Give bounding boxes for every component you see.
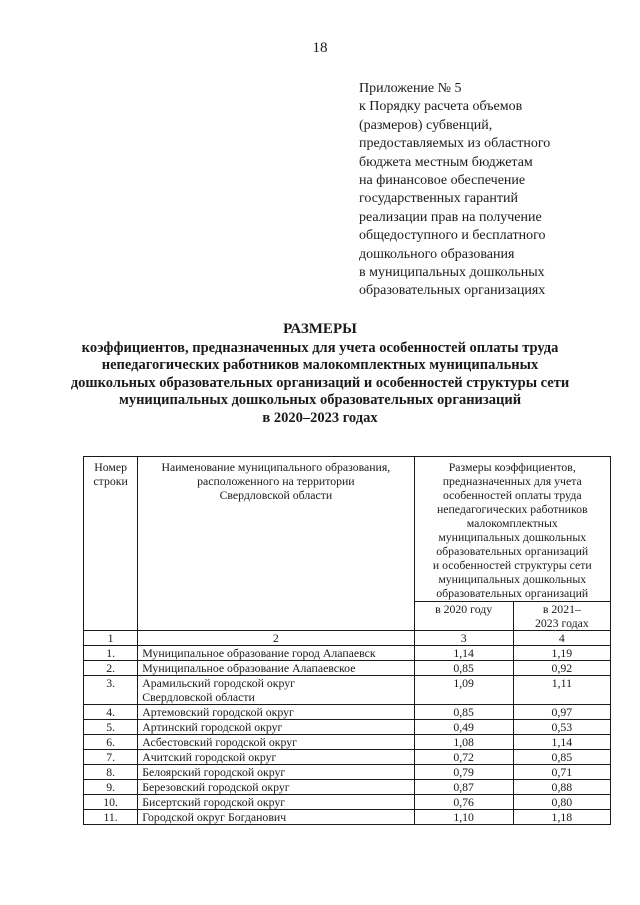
header-line: муниципальных дошкольных — [438, 530, 587, 544]
row-number-cell: 3. — [84, 676, 138, 705]
table-row — [84, 765, 611, 780]
appendix-line: в муниципальных дошкольных — [359, 265, 545, 281]
header-line: строки — [93, 474, 128, 488]
municipality-name-line: Бисертский городской округ — [142, 795, 286, 809]
municipality-name-line: Ачитский городской округ — [142, 750, 277, 764]
table-row — [84, 735, 611, 750]
table-row — [84, 810, 611, 825]
title-line: непедагогических работников малокомплектных муниципальных — [101, 357, 539, 373]
appendix-line: государственных гарантий — [359, 191, 518, 207]
row-number-cell: 7. — [84, 750, 138, 765]
municipality-name-line: Белоярский городской округ — [142, 765, 286, 779]
table-row — [84, 705, 611, 720]
title-heading: РАЗМЕРЫ — [283, 321, 357, 337]
coefficient-2021-2023-cell: 1,19 — [513, 646, 610, 661]
municipality-name-line: Муниципальное образование Алапаевское — [142, 661, 356, 675]
column-numbers-row — [84, 631, 611, 646]
municipality-name-line: Асбестовский городской округ — [142, 735, 297, 749]
municipality-name-line: Березовский городской округ — [142, 780, 290, 794]
header-line: образовательных организаций — [436, 544, 589, 558]
header-line: Наименование муниципального образования, — [161, 460, 391, 474]
header-line: особенностей оплаты труда — [442, 488, 582, 502]
municipality-name-cell — [138, 705, 414, 720]
municipality-name-cell — [138, 735, 414, 750]
coefficient-2020-cell: 1,08 — [414, 735, 513, 750]
row-number-cell: 10. — [84, 795, 138, 810]
appendix-line: образовательных организациях — [359, 283, 546, 299]
appendix-line: (размеров) субвенций, — [359, 117, 493, 133]
table-row — [84, 780, 611, 795]
municipality-name-cell — [138, 795, 414, 810]
page-number: 18 — [312, 40, 328, 56]
coefficient-2020-cell: 0,85 — [414, 661, 513, 676]
table-row — [84, 720, 611, 735]
header-line: и особенностей структуры сети — [432, 558, 592, 572]
appendix-line: дошкольного образования — [359, 246, 515, 262]
municipality-name-cell — [138, 750, 414, 765]
row-number-cell: 2. — [84, 661, 138, 676]
coefficient-2020-cell: 0,49 — [414, 720, 513, 735]
coefficient-2020-cell: 1,10 — [414, 810, 513, 825]
coefficient-2020-cell: 0,72 — [414, 750, 513, 765]
header-line: в 2021– — [542, 602, 581, 616]
column-number: 2 — [138, 631, 414, 646]
municipality-name-line: Арамильский городской округ — [142, 676, 296, 690]
header-line: в 2020 году — [435, 602, 493, 616]
coefficient-2021-2023-cell: 1,14 — [513, 735, 610, 750]
row-number-cell: 1. — [84, 646, 138, 661]
appendix-line: на финансовое обеспечение — [359, 173, 526, 189]
header-line: малокомплектных — [466, 516, 558, 530]
municipality-name-line: Артемовский городской округ — [142, 705, 294, 719]
municipality-name-cell — [138, 810, 414, 825]
coefficient-2021-2023-cell: 0,80 — [513, 795, 610, 810]
header-line: Размеры коэффициентов, — [448, 460, 576, 474]
header-line: муниципальных дошкольных — [438, 572, 587, 586]
header-line: Номер — [94, 460, 128, 474]
coefficient-2021-2023-cell: 1,11 — [513, 676, 610, 705]
municipality-name-line: Муниципальное образование город Алапаевск — [142, 646, 376, 660]
header-coefficients-group — [414, 457, 610, 602]
table-body — [84, 646, 611, 825]
title-line: в 2020–2023 годах — [262, 409, 378, 426]
coefficient-2020-cell: 1,14 — [414, 646, 513, 661]
row-number-cell: 6. — [84, 735, 138, 750]
table-row — [84, 795, 611, 810]
document-title — [0, 321, 640, 427]
column-number: 4 — [513, 631, 610, 646]
title-line: муниципальных дошкольных образовательных организаций — [118, 392, 522, 408]
title-line: дошкольных образовательных организаций и особенностей структуры сети — [70, 374, 570, 391]
coefficient-2021-2023-cell: 0,53 — [513, 720, 610, 735]
coefficient-2020-cell: 0,76 — [414, 795, 513, 810]
header-row-number — [84, 457, 138, 631]
title-lines — [0, 340, 640, 428]
header-line: предназначенных для учета — [442, 474, 582, 488]
coefficients-table — [83, 456, 611, 825]
header-line: непедагогических работников — [436, 502, 588, 516]
appendix-line: Приложение № 5 — [359, 81, 462, 96]
coefficient-2020-cell: 0,87 — [414, 780, 513, 795]
coefficient-2020-cell: 0,85 — [414, 705, 513, 720]
municipality-name-cell — [138, 765, 414, 780]
municipality-name-cell — [138, 661, 414, 676]
municipality-name-cell — [138, 646, 414, 661]
coefficient-2021-2023-cell: 1,18 — [513, 810, 610, 825]
municipality-name-cell — [138, 720, 414, 735]
appendix-line: бюджета местным бюджетам — [359, 154, 533, 170]
header-line: расположенного на территории — [197, 474, 355, 488]
header-line: Свердловской области — [219, 488, 333, 502]
municipality-name-cell — [138, 780, 414, 795]
column-number: 1 — [84, 631, 138, 646]
coefficient-2020-cell: 0,79 — [414, 765, 513, 780]
appendix-line: к Порядку расчета объемов — [359, 99, 523, 115]
row-number-cell: 9. — [84, 780, 138, 795]
row-number-cell: 5. — [84, 720, 138, 735]
municipality-name-cell — [138, 676, 414, 705]
coefficient-2021-2023-cell: 0,88 — [513, 780, 610, 795]
column-number: 3 — [414, 631, 513, 646]
row-number-cell: 8. — [84, 765, 138, 780]
appendix-block — [359, 80, 619, 301]
header-line: образовательных организаций — [436, 586, 589, 600]
row-number-cell: 4. — [84, 705, 138, 720]
header-line: 2023 годах — [534, 616, 589, 630]
municipality-name-line: Городской округ Богданович — [142, 810, 287, 824]
row-number-cell: 11. — [84, 810, 138, 825]
municipality-name-line: Артинский городской округ — [142, 720, 283, 734]
table-row — [84, 646, 611, 661]
table-row — [84, 676, 611, 705]
coefficient-2021-2023-cell: 0,71 — [513, 765, 610, 780]
municipality-name-line: Свердловской области — [142, 690, 255, 704]
header-municipality-name — [138, 457, 414, 631]
coefficient-2020-cell: 1,09 — [414, 676, 513, 705]
header-years-2021-2023 — [513, 602, 610, 631]
appendix-line: реализации прав на получение — [359, 209, 542, 225]
appendix-line: предоставляемых из областного — [359, 136, 551, 152]
coefficient-2021-2023-cell: 0,85 — [513, 750, 610, 765]
table-row — [84, 750, 611, 765]
table-row — [84, 661, 611, 676]
title-line: коэффициентов, предназначенных для учета особенностей оплаты труда — [81, 339, 559, 356]
header-year-2020 — [414, 602, 513, 631]
appendix-line: общедоступного и бесплатного — [359, 228, 546, 244]
coefficient-2021-2023-cell: 0,92 — [513, 661, 610, 676]
coefficient-2021-2023-cell: 0,97 — [513, 705, 610, 720]
